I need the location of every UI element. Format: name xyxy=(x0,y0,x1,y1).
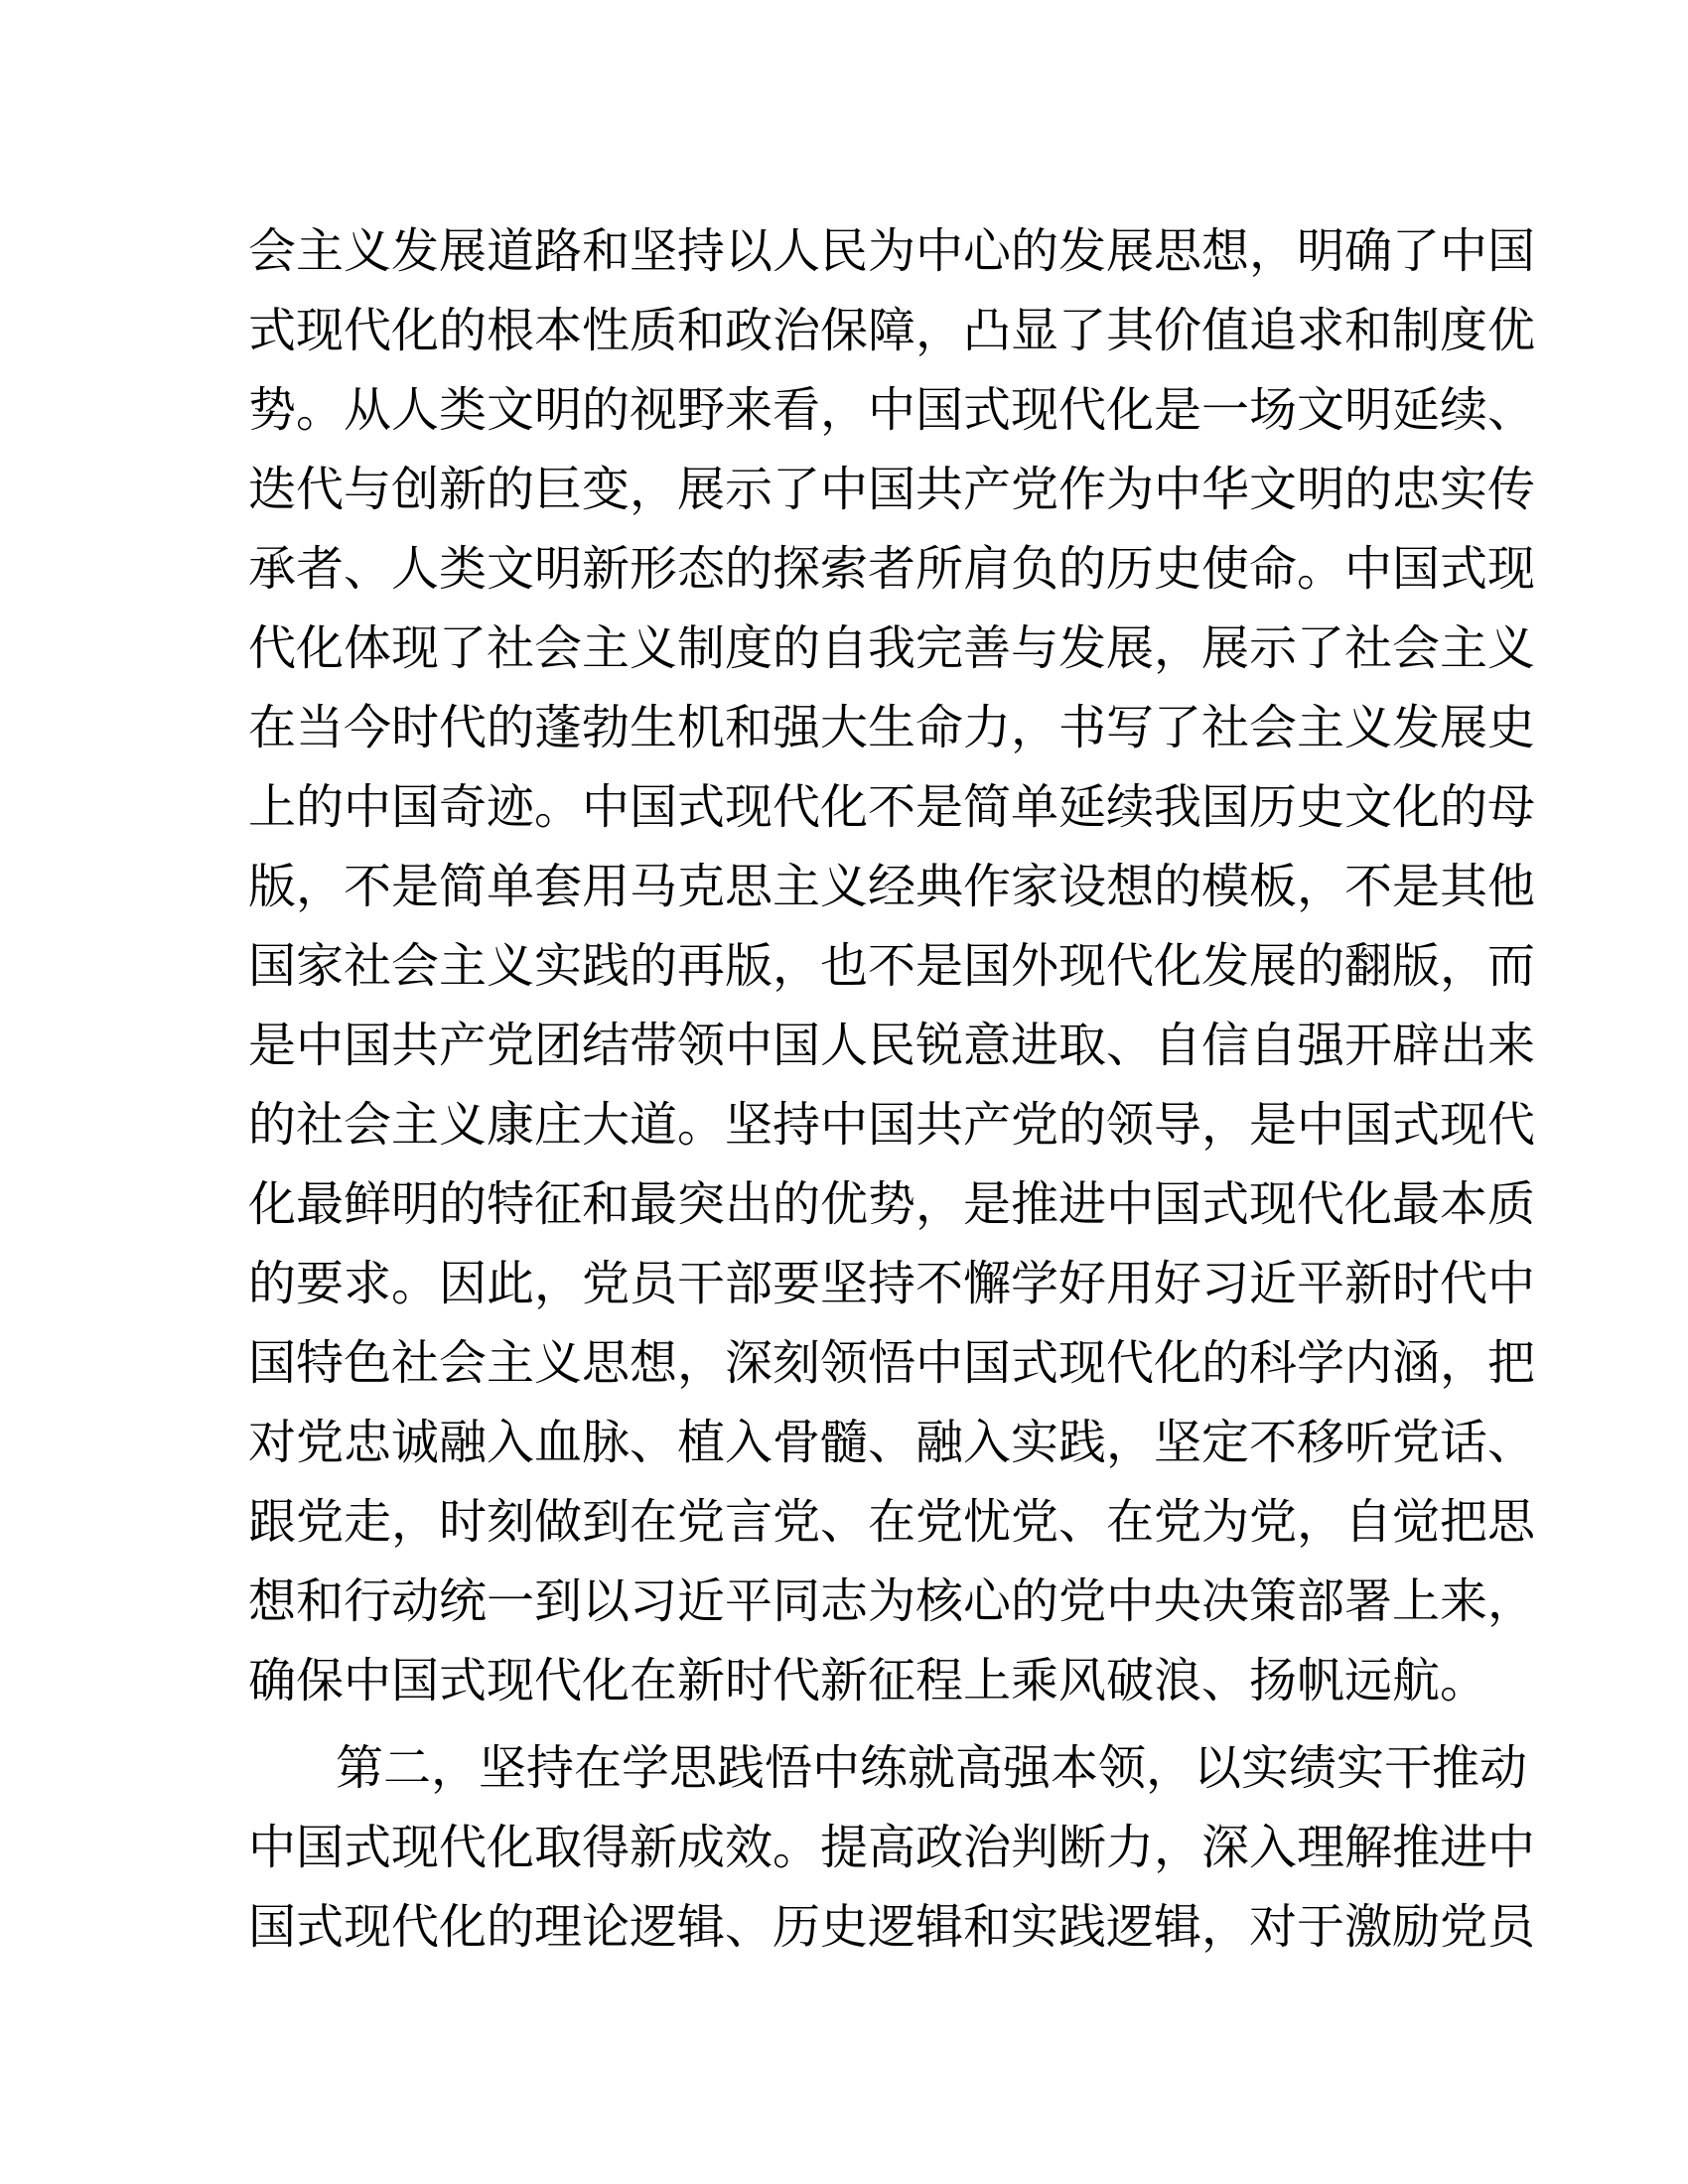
text-line: 在当今时代的蓬勃生机和强大生命力，书写了社会主义发展史 xyxy=(248,700,1536,755)
body-text xyxy=(248,211,1536,1967)
text-line: 上的中国奇迹。中国式现代化不是简单延续我国历史文化的母 xyxy=(248,779,1536,835)
text-line: 迭代与创新的巨变，展示了中国共产党作为中华文明的忠实传 xyxy=(248,462,1536,517)
text-line: 代化体现了社会主义制度的自我完善与发展，展示了社会主义 xyxy=(248,620,1536,676)
text-line: 的要求。因此，党员干部要坚持不懈学好用好习近平新时代中 xyxy=(248,1256,1536,1311)
text-line: 承者、人类文明新形态的探索者所肩负的历史使命。中国式现 xyxy=(248,541,1536,597)
text-line: 确保中国式现代化在新时代新征程上乘风破浪、扬帆远航。 xyxy=(248,1653,1488,1708)
text-line: 跟党走，时刻做到在党言党、在党忧党、在党为党，自觉把思 xyxy=(248,1494,1536,1550)
text-line: 是中国共产党团结带领中国人民锐意进取、自信自强开辟出来 xyxy=(248,1018,1536,1073)
text-line: 国家社会主义实践的再版，也不是国外现代化发展的翻版，而 xyxy=(248,938,1536,994)
text-line: 化最鲜明的特征和最突出的优势，是推进中国式现代化最本质 xyxy=(248,1176,1536,1232)
text-line: 中国式现代化取得新成效。提高政治判断力，深入理解推进中 xyxy=(248,1820,1536,1875)
text-line: 对党忠诚融入血脉、植入骨髓、融入实践，坚定不移听党话、 xyxy=(248,1415,1536,1470)
text-line: 国特色社会主义思想，深刻领悟中国式现代化的科学内涵，把 xyxy=(248,1335,1536,1391)
text-line: 版，不是简单套用马克思主义经典作家设想的模板，不是其他 xyxy=(248,859,1536,914)
text-line: 势。从人类文明的视野来看，中国式现代化是一场文明延续、 xyxy=(248,382,1536,438)
text-line: 的社会主义康庄大道。坚持中国共产党的领导，是中国式现代 xyxy=(248,1097,1536,1153)
text-line: 想和行动统一到以习近平同志为核心的党中央决策部署上来， xyxy=(248,1573,1536,1629)
text-line: 会主义发展道路和坚持以人民为中心的发展思想，明确了中国 xyxy=(248,223,1536,279)
text-line: 第二，坚持在学思践悟中练就高强本领，以实绩实干推动 xyxy=(336,1740,1528,1796)
paragraph-gap xyxy=(248,1720,1440,1728)
text-line: 国式现代化的理论逻辑、历史逻辑和实践逻辑，对于激励党员 xyxy=(248,1899,1536,1955)
text-line: 式现代化的根本性质和政治保障，凸显了其价值追求和制度优 xyxy=(248,303,1536,358)
